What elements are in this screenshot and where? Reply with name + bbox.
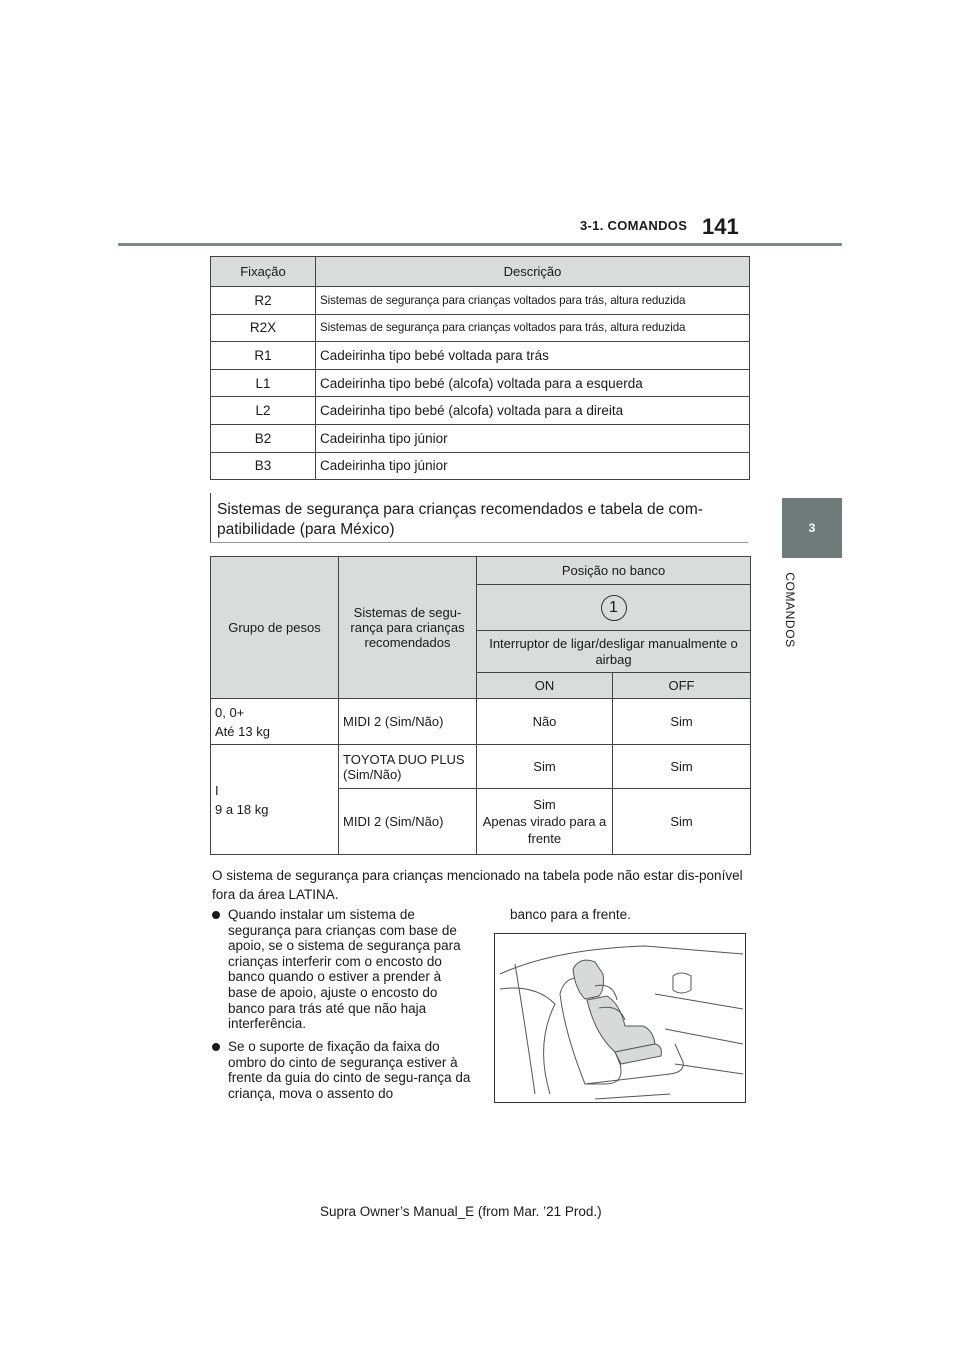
airbag-switch-header: Interruptor de ligar/desligar manualmente o airbag <box>477 631 751 673</box>
child-seat-drawing <box>495 934 745 1102</box>
chapter-tab: 3 <box>782 498 842 558</box>
table-header-row <box>211 257 750 287</box>
section-title <box>210 493 748 543</box>
weight-group-cell <box>211 745 339 855</box>
bullet-icon <box>212 1043 220 1051</box>
column-header-on: ON <box>477 673 613 699</box>
bullet-icon <box>212 911 220 919</box>
recommended-system: TOYOTA DUO PLUS (Sim/Não) <box>339 745 477 789</box>
seat-number-cell <box>477 585 751 631</box>
fixation-description: Cadeirinha tipo júnior <box>316 452 750 480</box>
list-item <box>212 1039 482 1109</box>
list-item-continuation: banco para a frente. <box>510 907 631 922</box>
fixation-description: Sistemas de segurança para crianças voltados para trás, altura reduzida <box>316 314 750 342</box>
section-title-line1: Sistemas de segurança para crianças recomendados e tabela de com- <box>217 501 703 518</box>
section-title-line2: patibilidade (para México) <box>217 521 395 538</box>
list-item <box>212 907 482 1032</box>
fixation-code: R1 <box>211 342 316 370</box>
chapter-side-label <box>770 560 810 660</box>
fixation-description: Cadeirinha tipo júnior <box>316 424 750 452</box>
column-header-off: OFF <box>613 673 751 699</box>
fixation-description: Cadeirinha tipo bebé voltada para trás <box>316 342 750 370</box>
list-item-text: Se o suporte de fixação da faixa do ombro do cinto de segurança estiver à frente da guia do cinto de segu-rança da criança, mova o assento do <box>228 1039 471 1101</box>
compat-on: Sim <box>477 745 613 789</box>
child-seat-illustration <box>494 933 746 1103</box>
fixation-code: L1 <box>211 369 316 397</box>
compat-on-note: Apenas virado para a frente <box>482 814 607 846</box>
table-row <box>211 314 750 342</box>
fixation-description: Cadeirinha tipo bebé (alcofa) voltada para a direita <box>316 397 750 425</box>
fixation-table <box>210 256 750 480</box>
compat-off: Sim <box>613 789 751 855</box>
weight-group-range: 9 a 18 kg <box>215 801 269 817</box>
weight-group-name: I <box>215 782 219 798</box>
page-number: 141 <box>702 214 739 239</box>
compat-off: Sim <box>613 699 751 745</box>
weight-group-cell <box>211 699 339 745</box>
table-row <box>211 699 751 745</box>
section-header: 3-1. COMANDOS <box>580 218 688 233</box>
fixation-description: Cadeirinha tipo bebé (alcofa) voltada para a esquerda <box>316 369 750 397</box>
fixation-code: R2X <box>211 314 316 342</box>
compat-on: Não <box>477 699 613 745</box>
seat-number-badge: 1 <box>601 595 627 621</box>
recommended-system: MIDI 2 (Sim/Não) <box>339 699 477 745</box>
list-item-text: Quando instalar um sistema de segurança para crianças com base de apoio, se o sistema de segurança para crianças interferir com o encosto do banco quando o estiver a prender à base de apoio, ajuste o encosto do banco para trás até que não haja interferência. <box>228 907 461 1032</box>
column-header-weight-group: Grupo de pesos <box>211 557 339 699</box>
table-row <box>211 397 750 425</box>
recommended-system: MIDI 2 (Sim/Não) <box>339 789 477 855</box>
compat-on <box>477 789 613 855</box>
compatibility-table <box>210 556 751 855</box>
fixation-code: B3 <box>211 452 316 480</box>
column-header-fixation: Fixação <box>211 257 316 287</box>
footer-text: Supra Owner’s Manual_E (from Mar. ’21 Prod.) <box>320 1204 602 1219</box>
column-header-seat-position: Posição no banco <box>477 557 751 585</box>
table-row <box>211 369 750 397</box>
compat-off: Sim <box>613 745 751 789</box>
weight-group-name: 0, 0+ <box>215 704 245 720</box>
table-row <box>211 424 750 452</box>
fixation-description: Sistemas de segurança para crianças voltados para trás, altura reduzida <box>316 287 750 315</box>
table-row <box>211 287 750 315</box>
fixation-code: L2 <box>211 397 316 425</box>
fixation-code: R2 <box>211 287 316 315</box>
weight-group-range: Até 13 kg <box>215 723 270 739</box>
column-header-recommended-systems: Sistemas de segu-rança para crianças recomendados <box>339 557 477 699</box>
compat-on-value: Sim <box>533 797 556 812</box>
fixation-code: B2 <box>211 424 316 452</box>
table-footnote: O sistema de segurança para crianças mencionado na tabela pode não estar dis-ponível fora da área LATINA. <box>212 868 743 902</box>
column-header-description: Descrição <box>316 257 750 287</box>
table-row <box>211 745 751 789</box>
table-row <box>211 452 750 480</box>
header-rule <box>118 243 842 246</box>
chapter-side-label-text: COMANDOS <box>783 572 797 648</box>
table-row <box>211 342 750 370</box>
